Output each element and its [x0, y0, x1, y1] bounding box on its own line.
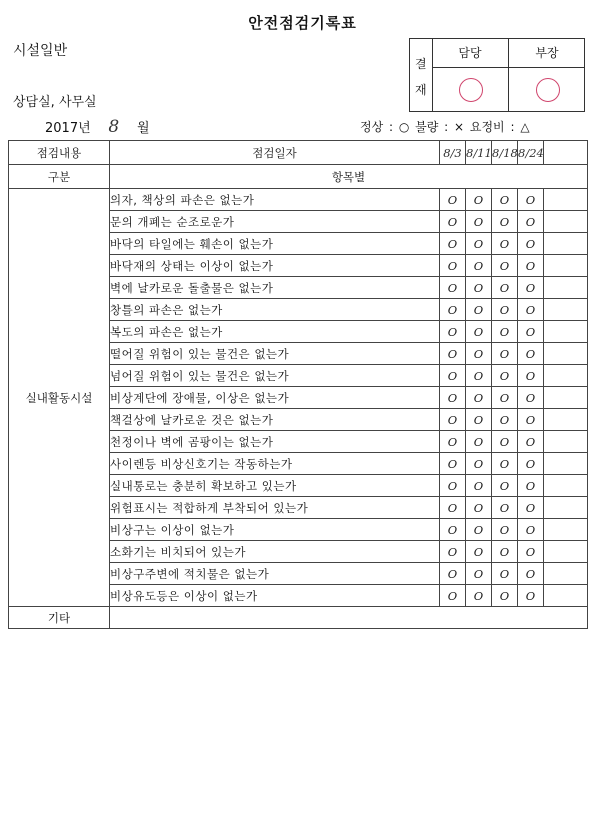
approval-col-staff: 담당 [432, 39, 509, 68]
empty-cell [544, 563, 588, 585]
check-mark: O [466, 233, 492, 255]
header-category: 구분 [9, 165, 110, 189]
inspection-table [8, 140, 588, 629]
check-mark: O [440, 541, 466, 563]
stamp-seal-icon [536, 78, 560, 102]
other-notes [110, 607, 588, 629]
inspection-item: 비상구는 이상이 없는가 [110, 519, 440, 541]
check-mark: O [466, 497, 492, 519]
table-row [9, 189, 588, 211]
inspection-item: 바닥재의 상태는 이상이 없는가 [110, 255, 440, 277]
check-mark: O [492, 497, 518, 519]
status-legend: 정상 : ○ 불량 : × 요정비 : △ [360, 120, 530, 134]
check-mark: O [466, 475, 492, 497]
check-mark: O [492, 431, 518, 453]
header-items: 항목별 [110, 165, 588, 189]
check-mark: O [466, 453, 492, 475]
check-mark: O [466, 189, 492, 211]
check-mark: O [518, 255, 544, 277]
check-mark: O [466, 277, 492, 299]
check-mark: O [518, 475, 544, 497]
check-mark: O [466, 255, 492, 277]
check-mark: O [518, 497, 544, 519]
check-mark: O [440, 409, 466, 431]
check-mark: O [518, 343, 544, 365]
check-mark: O [440, 321, 466, 343]
check-mark: O [440, 431, 466, 453]
empty-cell [544, 497, 588, 519]
empty-cell [544, 541, 588, 563]
date-cell: 8/3 [440, 141, 466, 165]
check-mark: O [492, 585, 518, 607]
inspection-item: 천정이나 벽에 곰팡이는 없는가 [110, 431, 440, 453]
empty-cell [544, 431, 588, 453]
check-mark: O [518, 519, 544, 541]
empty-cell [544, 277, 588, 299]
inspection-item: 실내통로는 충분히 확보하고 있는가 [110, 475, 440, 497]
facility-type: 시설일반 [13, 43, 68, 59]
check-mark: O [492, 299, 518, 321]
check-mark: O [518, 563, 544, 585]
document-title: 안전점검기록표 [248, 14, 357, 32]
empty-cell [544, 365, 588, 387]
inspection-location: 상담실, 사무실 [13, 95, 97, 110]
check-mark: O [492, 365, 518, 387]
empty-cell [544, 343, 588, 365]
check-mark: O [440, 189, 466, 211]
month-label: 월 [136, 121, 150, 136]
check-mark: O [518, 365, 544, 387]
check-mark: O [440, 365, 466, 387]
approval-sign-staff [432, 67, 509, 111]
check-mark: O [466, 519, 492, 541]
check-mark: O [492, 233, 518, 255]
inspection-date [45, 117, 150, 137]
empty-cell [544, 519, 588, 541]
check-mark: O [518, 453, 544, 475]
handwritten-month: 8 [108, 117, 120, 137]
check-mark: O [466, 387, 492, 409]
check-mark: O [492, 453, 518, 475]
check-mark: O [492, 409, 518, 431]
check-mark: O [466, 365, 492, 387]
approval-label-char-1: 결 [415, 57, 427, 71]
check-mark: O [440, 211, 466, 233]
inspection-item: 사이렌등 비상신호기는 작동하는가 [110, 453, 440, 475]
check-mark: O [492, 189, 518, 211]
empty-cell [544, 233, 588, 255]
check-mark: O [440, 497, 466, 519]
header-row-1 [9, 141, 588, 165]
inspection-item: 비상구주변에 적치물은 없는가 [110, 563, 440, 585]
year-label: 2017년 [45, 121, 91, 136]
check-mark: O [466, 431, 492, 453]
check-mark: O [440, 519, 466, 541]
date-cell: 8/11 [466, 141, 492, 165]
check-mark: O [492, 211, 518, 233]
check-mark: O [440, 343, 466, 365]
empty-cell [544, 475, 588, 497]
date-cell: 8/24 [518, 141, 544, 165]
inspection-item: 위험표시는 적합하게 부착되어 있는가 [110, 497, 440, 519]
check-mark: O [492, 343, 518, 365]
check-mark: O [466, 541, 492, 563]
empty-cell [544, 299, 588, 321]
empty-cell [544, 321, 588, 343]
check-mark: O [440, 387, 466, 409]
date-cell-empty [544, 141, 588, 165]
check-mark: O [492, 563, 518, 585]
check-mark: O [518, 431, 544, 453]
inspection-item: 복도의 파손은 없는가 [110, 321, 440, 343]
empty-cell [544, 585, 588, 607]
check-mark: O [440, 255, 466, 277]
check-mark: O [440, 299, 466, 321]
check-mark: O [492, 387, 518, 409]
check-mark: O [492, 277, 518, 299]
check-mark: O [518, 321, 544, 343]
check-mark: O [492, 541, 518, 563]
check-mark: O [466, 409, 492, 431]
approval-label [410, 39, 433, 111]
check-mark: O [518, 211, 544, 233]
check-mark: O [518, 299, 544, 321]
date-cell: 8/18 [492, 141, 518, 165]
header-content: 점검내용 [9, 141, 110, 165]
check-mark: O [518, 409, 544, 431]
check-mark: O [492, 475, 518, 497]
inspection-item: 소화기는 비치되어 있는가 [110, 541, 440, 563]
check-mark: O [466, 563, 492, 585]
check-mark: O [466, 299, 492, 321]
inspection-item: 창틀의 파손은 없는가 [110, 299, 440, 321]
approval-label-char-2: 재 [415, 83, 427, 97]
check-mark: O [440, 475, 466, 497]
check-mark: O [492, 519, 518, 541]
inspection-item: 떨어질 위험이 있는 물건은 없는가 [110, 343, 440, 365]
check-mark: O [440, 563, 466, 585]
header-row-2 [9, 165, 588, 189]
header-date: 점검일자 [110, 141, 440, 165]
check-mark: O [440, 277, 466, 299]
other-label: 기타 [9, 607, 110, 629]
stamp-seal-icon [459, 78, 483, 102]
check-mark: O [518, 277, 544, 299]
check-mark: O [518, 541, 544, 563]
empty-cell [544, 211, 588, 233]
approval-col-manager: 부장 [509, 39, 585, 68]
check-mark: O [518, 387, 544, 409]
empty-cell [544, 189, 588, 211]
check-mark: O [518, 585, 544, 607]
check-mark: O [466, 343, 492, 365]
inspection-item: 책걸상에 날카로운 것은 없는가 [110, 409, 440, 431]
inspection-item: 비상계단에 장애물, 이상은 없는가 [110, 387, 440, 409]
approval-sign-manager [509, 67, 585, 111]
inspection-item: 의자, 책상의 파손은 없는가 [110, 189, 440, 211]
inspection-item: 문의 개폐는 순조로운가 [110, 211, 440, 233]
approval-box [409, 38, 585, 112]
other-row [9, 607, 588, 629]
check-mark: O [492, 255, 518, 277]
inspection-item: 넘어질 위험이 있는 물건은 없는가 [110, 365, 440, 387]
inspection-item: 바닥의 타일에는 훼손이 없는가 [110, 233, 440, 255]
check-mark: O [492, 321, 518, 343]
empty-cell [544, 409, 588, 431]
empty-cell [544, 453, 588, 475]
empty-cell [544, 387, 588, 409]
check-mark: O [440, 585, 466, 607]
check-mark: O [440, 453, 466, 475]
inspection-item: 비상유도등은 이상이 없는가 [110, 585, 440, 607]
inspection-item: 벽에 날카로운 돌출물은 없는가 [110, 277, 440, 299]
check-mark: O [518, 233, 544, 255]
check-mark: O [518, 189, 544, 211]
category-cell: 실내활동시설 [9, 189, 110, 607]
check-mark: O [440, 233, 466, 255]
check-mark: O [466, 321, 492, 343]
empty-cell [544, 255, 588, 277]
check-mark: O [466, 211, 492, 233]
check-mark: O [466, 585, 492, 607]
